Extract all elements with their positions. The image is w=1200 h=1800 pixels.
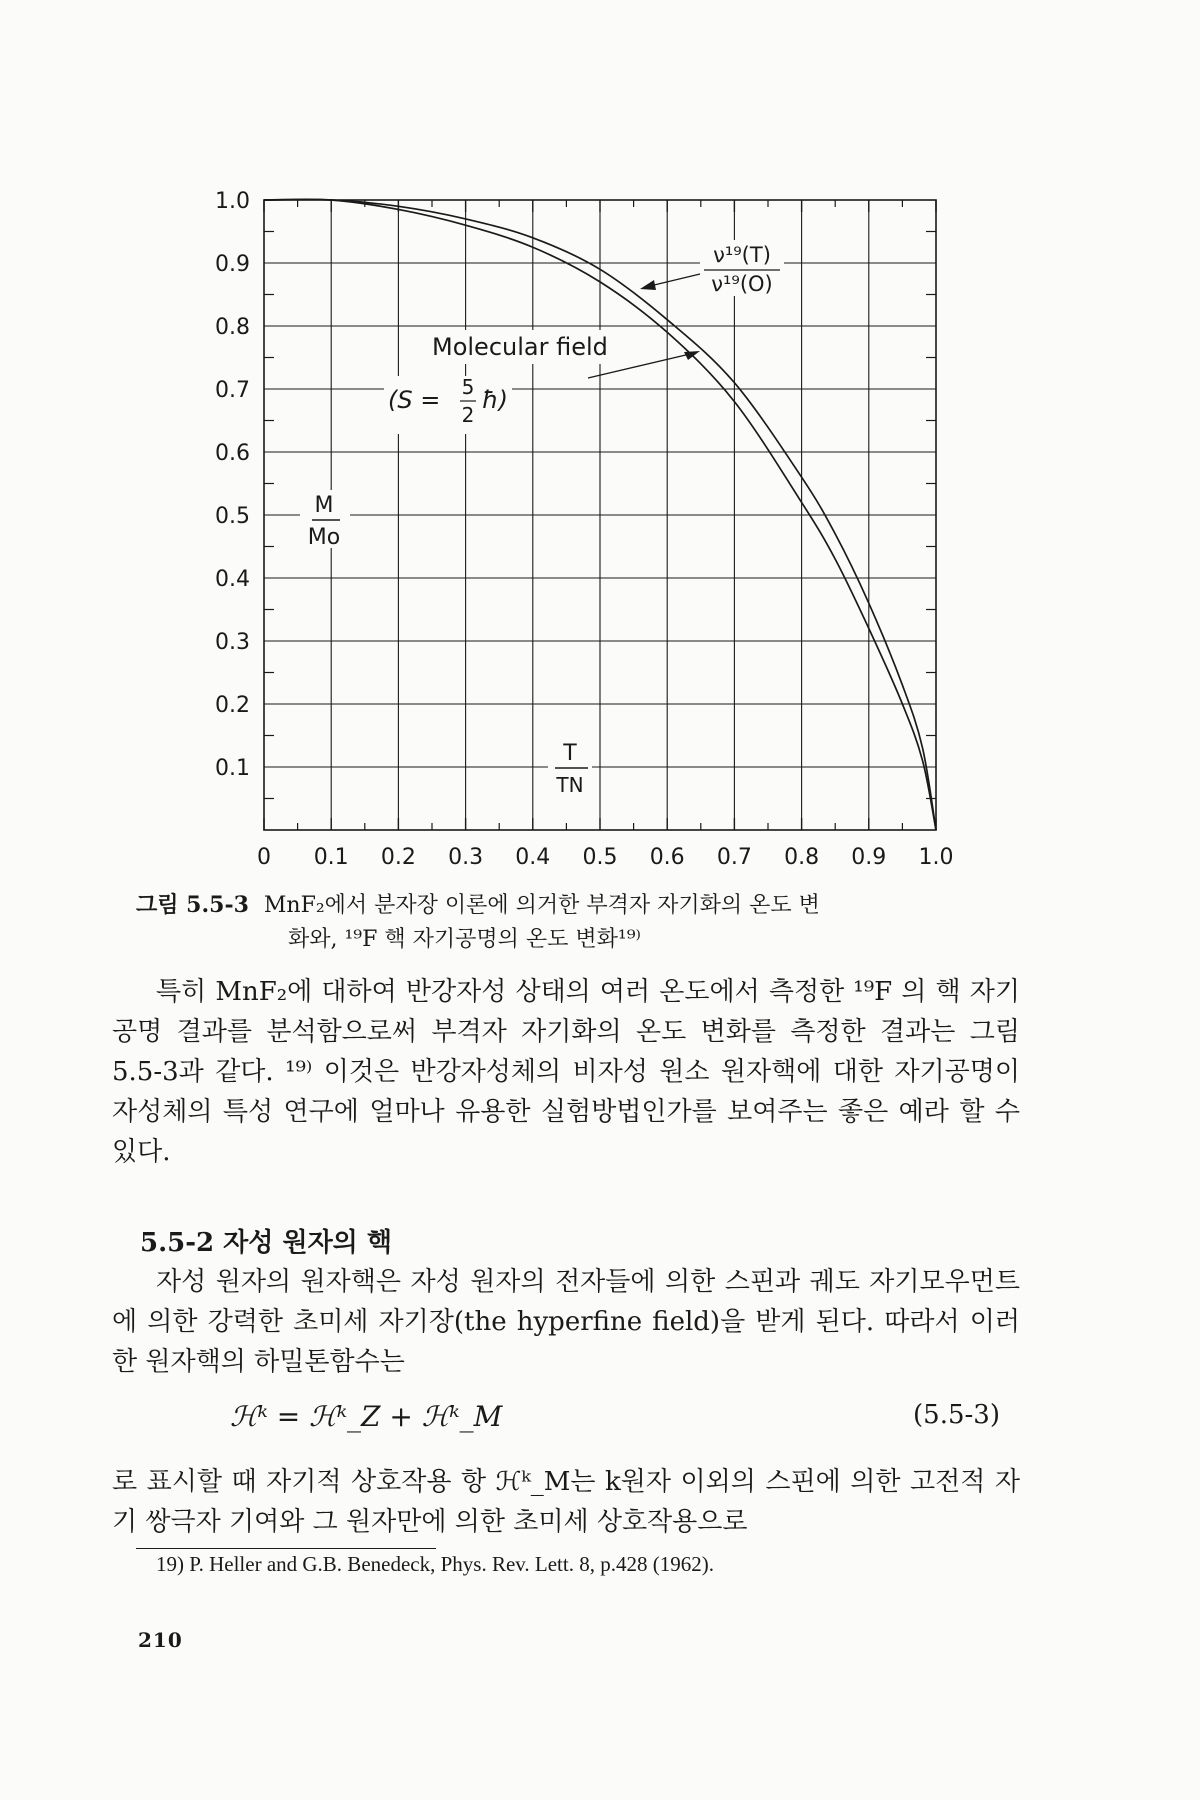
caption-number: 그림 5.5-3 (136, 892, 249, 918)
paragraph-2 (112, 1262, 1020, 1382)
ylabel-denominator: Mo (307, 525, 341, 550)
footnote: 19) P. Heller and G.B. Benedeck, Phys. Rev. Lett. 8, p.428 (1962). (156, 1552, 714, 1576)
x-tick-label: 0.7 (716, 845, 752, 870)
x-tick-label: 0.4 (515, 845, 551, 870)
spin-label-suffix: ħ) (482, 386, 509, 414)
y-tick-label: 0.8 (215, 315, 250, 340)
molecular-field-label: Molecular field (432, 333, 608, 361)
section-heading: 5.5-2 자성 원자의 핵 (140, 1228, 392, 1258)
x-tick-label: 0 (257, 845, 271, 870)
figure-chart (0, 0, 1200, 880)
x-tick-label: 0.6 (649, 845, 685, 870)
caption-line-2: 화와, ¹⁹F 핵 자기공명의 온도 변화¹⁹⁾ (288, 927, 641, 952)
nmr-numerator: ν¹⁹(T) (713, 243, 771, 267)
nmr-arrow (650, 274, 700, 286)
nmr-denominator: ν¹⁹(O) (711, 272, 773, 296)
figure-caption (136, 888, 1016, 957)
paragraph-3 (112, 1462, 1020, 1542)
y-tick-label: 1.0 (215, 189, 250, 214)
paragraph-1 (112, 972, 1020, 1172)
ylabel-numerator: M (314, 493, 334, 518)
x-tick-label: 0.1 (313, 845, 349, 870)
x-tick-label: 0.8 (784, 845, 820, 870)
xlabel-numerator: T (563, 741, 577, 766)
spin-numerator: 5 (461, 375, 475, 399)
equation-text: ℋᵏ = ℋᵏ_Z + ℋᵏ_M (230, 1400, 503, 1433)
page-number: 210 (138, 1628, 183, 1652)
y-tick-label: 0.5 (215, 504, 250, 529)
equation-number: (5.5-3) (913, 1400, 1000, 1430)
chart-annotations (300, 240, 784, 797)
x-tick-label: 0.3 (448, 845, 484, 870)
y-tick-label: 0.7 (215, 378, 250, 403)
paragraph-2-text: 자성 원자의 원자핵은 자성 원자의 전자들에 의한 스핀과 궤도 자기모우먼트에 의한 강력한 초미세 자기장(the hyperfine field)을 받게 된다. 따라서 이러한 원자핵의 하밀톤함수는 (112, 1267, 1020, 1377)
y-tick-label: 0.3 (215, 630, 250, 655)
xlabel-denominator: TN (556, 773, 584, 797)
y-tick-label: 0.2 (215, 693, 250, 718)
y-tick-label: 0.6 (215, 441, 250, 466)
x-tick-label: 0.9 (851, 845, 887, 870)
nmr-arrowhead (640, 280, 656, 290)
x-tick-label: 1.0 (918, 845, 954, 870)
caption-line-1: MnF₂에서 분자장 이론에 의거한 부격자 자기화의 온도 변 (263, 893, 820, 918)
spin-label-prefix: (S = (388, 386, 441, 414)
x-tick-label: 0.5 (582, 845, 618, 870)
y-tick-label: 0.9 (215, 252, 250, 277)
y-tick-label: 0.4 (215, 567, 250, 592)
x-tick-label: 0.2 (380, 845, 416, 870)
y-tick-label: 0.1 (215, 756, 250, 781)
footnote-rule (136, 1548, 436, 1549)
paragraph-3-text: 로 표시할 때 자기적 상호작용 항 ℋᵏ_M는 k원자 이외의 스핀에 의한 고전적 자기 쌍극자 기여와 그 원자만에 의한 초미세 상호작용으로 (112, 1467, 1020, 1537)
molecular-field-arrowhead (684, 351, 700, 360)
spin-denominator: 2 (461, 403, 475, 427)
paragraph-1-text: 특히 MnF₂에 대하여 반강자성 상태의 여러 온도에서 측정한 ¹⁹F 의 핵 자기공명 결과를 분석함으로써 부격자 자기화의 온도 변화를 측정한 결과는 그림 5.5-3과 같다. ¹⁹⁾ 이것은 반강자성체의 비자성 원소 원자핵에 대한 자기공명이 자성체의 특성 연구에 얼마나 유용한 실험방법인가를 보여주는 좋은 예라 할 수 있다. (112, 977, 1020, 1167)
chart-grid (264, 200, 936, 830)
equation (230, 1400, 1000, 1433)
